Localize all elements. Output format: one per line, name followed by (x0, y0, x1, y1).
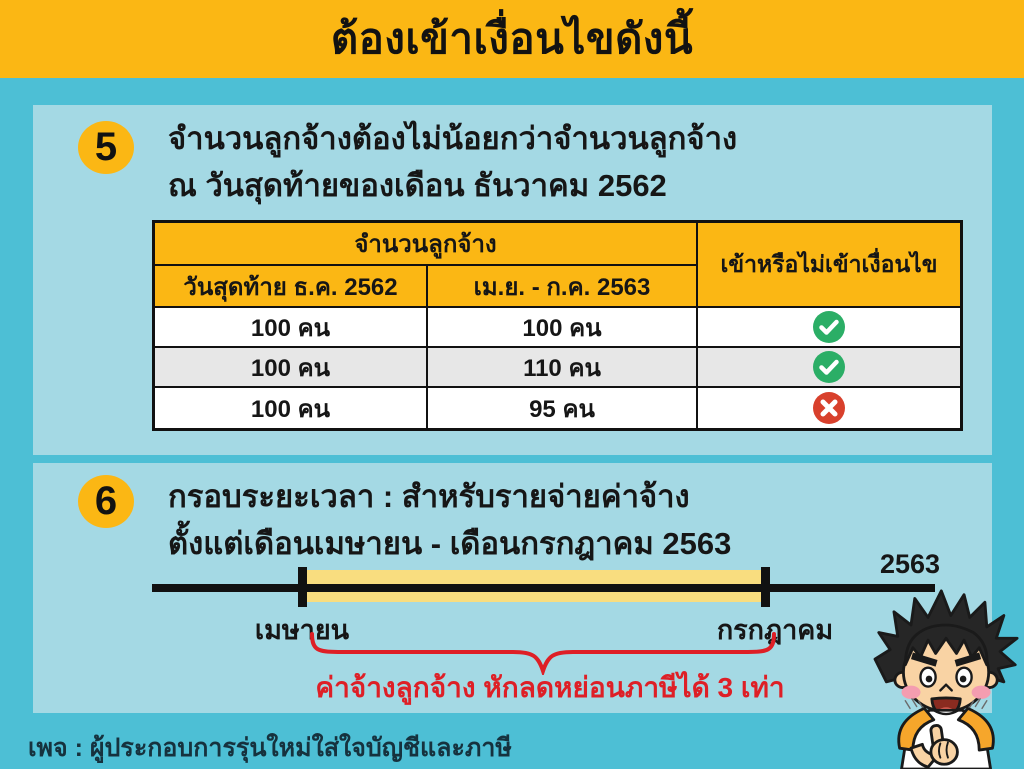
section-5-heading-line1: จำนวนลูกจ้างต้องไม่น้อยกว่าจำนวนลูกจ้าง (168, 121, 738, 156)
mascot-character-icon (868, 589, 1024, 769)
section-5-panel (33, 105, 992, 455)
section-6-number-badge (78, 475, 134, 528)
timeline-tick-end (761, 567, 770, 607)
section-6-panel (33, 463, 992, 713)
table-col2-header: เม.ย. - ก.ค. 2563 (428, 266, 698, 308)
employee-table (152, 220, 963, 431)
section-5-heading-line2: ณ วันสุดท้ายของเดือน ธันวาคม 2562 (168, 168, 667, 203)
timeline-tick-start (298, 567, 307, 607)
cross-icon (812, 391, 846, 425)
section-6-heading-line1: กรอบระยะเวลา : สำหรับรายจ่ายค่าจ้าง (168, 479, 690, 514)
check-icon (812, 350, 846, 384)
table-row3-result (698, 388, 960, 428)
section-5-number: 5 (94, 125, 118, 169)
timeline-end-label: กรกฎาคม (716, 615, 834, 645)
section-5-number-badge (78, 121, 134, 174)
table-group-header: จำนวนลูกจ้าง (155, 223, 698, 266)
timeline-axis (152, 584, 935, 592)
check-icon (812, 310, 846, 344)
footer-credit: เพจ : ผู้ประกอบการรุ่นใหม่ใส่ใจบัญชีและภาษี (28, 734, 512, 762)
timeline-year-label: 2563 (879, 549, 941, 579)
section-6-heading-line2: ตั้งแต่เดือนเมษายน - เดือนกรกฎาคม 2563 (168, 526, 732, 561)
table-row2-col2: 110 คน (428, 348, 698, 388)
timeline-start-label: เมษายน (254, 615, 350, 645)
table-row3-col2: 95 คน (428, 388, 698, 428)
section-6-heading (168, 473, 731, 567)
table-row1-result (698, 308, 960, 348)
table-row1-col2: 100 คน (428, 308, 698, 348)
title-banner (0, 0, 1024, 78)
table-result-header: เข้าหรือไม่เข้าเงื่อนไข (698, 223, 960, 308)
section-6-number: 6 (94, 479, 118, 523)
table-row2-col1: 100 คน (155, 348, 428, 388)
section-5-heading (168, 115, 737, 209)
table-row3-col1: 100 คน (155, 388, 428, 428)
page-title: ต้องเข้าเงื่อนไขดังนี้ (330, 15, 694, 62)
table-row2-result (698, 348, 960, 388)
table-row1-col1: 100 คน (155, 308, 428, 348)
timeline-caption: ค่าจ้างลูกจ้าง หักลดหย่อนภาษีได้ 3 เท่า (315, 672, 785, 703)
table-col1-header: วันสุดท้าย ธ.ค. 2562 (155, 266, 428, 308)
